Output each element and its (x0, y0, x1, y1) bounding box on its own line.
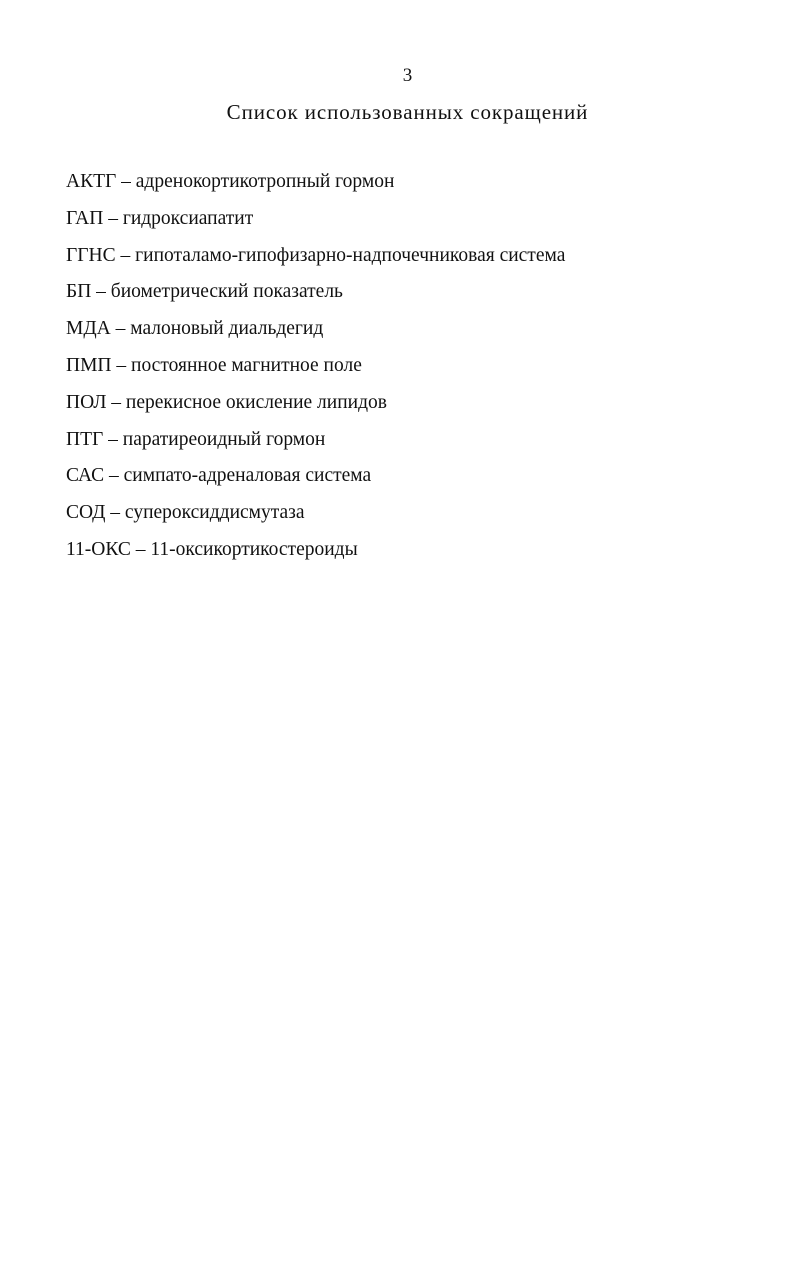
abbreviation-item (66, 205, 565, 242)
page-title: Список использованных сокращений (226, 100, 589, 124)
abbreviation-term: МДА (66, 318, 111, 340)
abbreviation-term: ПТГ (66, 428, 104, 450)
abbreviation-item (66, 168, 565, 205)
abbreviation-item (66, 536, 565, 573)
abbreviation-definition: малоновый диальдегид (130, 318, 324, 340)
separator: – (91, 281, 111, 303)
abbreviation-item (66, 389, 565, 426)
abbreviation-list (66, 168, 565, 573)
abbreviation-term: СОД (66, 502, 106, 524)
abbreviation-term: ГАП (66, 207, 104, 229)
abbreviation-term: ГГНС (66, 244, 116, 266)
abbreviation-term: БП (66, 281, 92, 303)
abbreviation-definition: адренокортикотропный гормон (135, 171, 395, 192)
separator: – (103, 207, 123, 229)
page-number: 3 (402, 65, 413, 86)
abbreviation-item (66, 278, 565, 315)
abbreviation-term: ПМП (66, 354, 112, 376)
abbreviation-definition: 11-оксикортикостероиды (150, 538, 358, 560)
separator: – (106, 391, 126, 413)
separator: – (130, 538, 151, 560)
abbreviation-definition: гипоталамо-гипофизарно-надпочечниковая система (135, 244, 566, 266)
abbreviation-term: АКТГ (66, 171, 117, 192)
abbreviation-item (66, 499, 565, 536)
separator: – (104, 465, 124, 487)
abbreviation-definition: паратиреоидный гормон (122, 428, 326, 450)
abbreviation-item (66, 352, 565, 389)
separator: – (105, 502, 125, 524)
separator: – (110, 318, 131, 340)
abbreviation-item (66, 315, 565, 352)
abbreviation-term: ПОЛ (66, 391, 107, 413)
abbreviation-definition: постоянное магнитное поле (131, 354, 362, 376)
separator: – (115, 244, 136, 266)
abbreviation-definition: перекисное окисление липидов (125, 391, 387, 413)
abbreviation-item (66, 426, 565, 463)
abbreviation-item (66, 242, 565, 279)
abbreviation-definition: симпато-адреналовая система (123, 465, 372, 487)
abbreviation-definition: биометрический показатель (110, 281, 343, 303)
abbreviation-term: САС (66, 465, 105, 487)
abbreviation-definition: супероксиддисмутаза (124, 502, 305, 524)
separator: – (111, 354, 132, 376)
separator: – (116, 171, 136, 192)
separator: – (103, 428, 123, 450)
abbreviation-definition: гидроксиапатит (122, 207, 254, 229)
abbreviation-term: 11-ОКС (66, 538, 131, 560)
abbreviation-item (66, 462, 565, 499)
